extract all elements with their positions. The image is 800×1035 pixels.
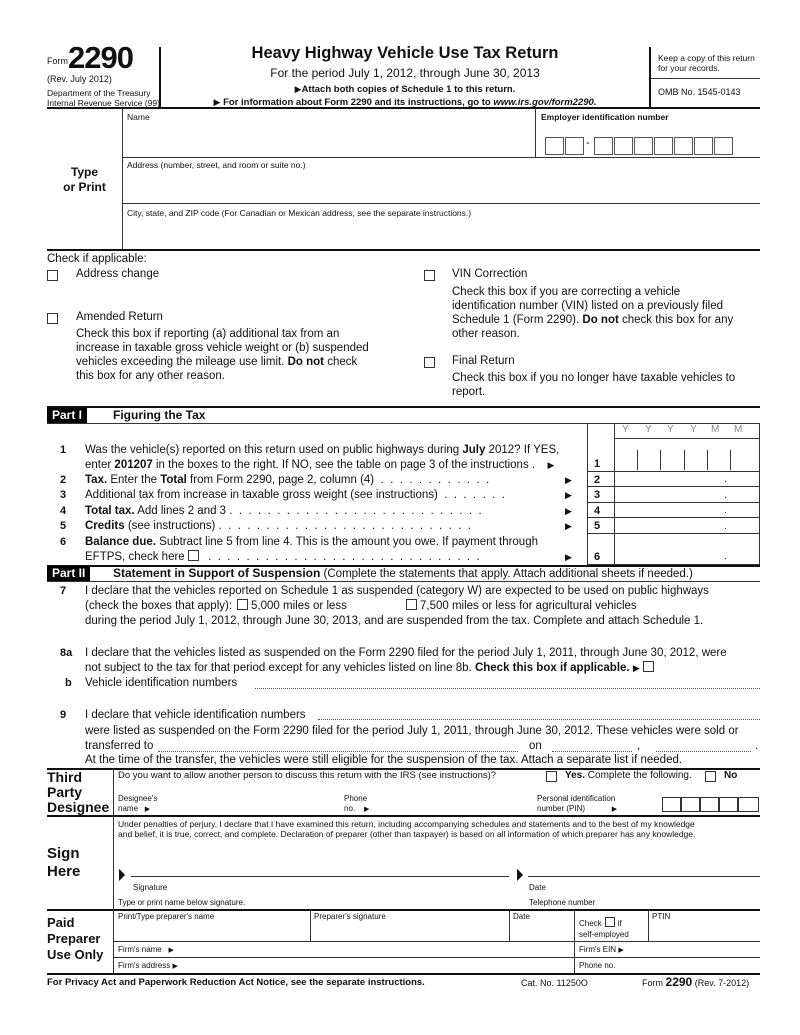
arrow-right-icon: ▶ [565, 521, 572, 531]
type-or-print-label: Type or Print [63, 165, 106, 194]
line9-transferee-input[interactable] [158, 751, 518, 752]
part1-label: Part I [47, 408, 87, 423]
final-return-desc: Check this box if you no longer have taxable vehicles to report. [452, 372, 736, 398]
line1-text: Was the vehicle(s) reported on this return used on public highways during July 2012? If YES, enter 201207 in the boxes to the right. If NO, see the table on page 3 of the instructions . ▶ [85, 444, 560, 471]
footer-form-id: Form 2290 (Rev. 7-2012) [642, 975, 750, 989]
7500-miles-agricultural-checkbox[interactable] [406, 599, 417, 610]
line9-vin-input[interactable] [318, 719, 760, 720]
firm-address-label: Firm's address ▶ [118, 961, 178, 970]
firm-ein-label: Firm's EIN ▶ [579, 945, 624, 954]
preparer-name-label: Print/Type preparer's name [118, 912, 215, 921]
line2-text: Tax. Enter the Total from Form 2290, page 2, column (4) . . . . . . . . . . . . [85, 474, 490, 486]
print-name-label: Type or print name below signature. [118, 898, 246, 907]
designee-phone-input[interactable] [380, 800, 530, 813]
line9-text-1: I declare that vehicle identification numbers [85, 709, 306, 721]
line9-year-input[interactable] [656, 751, 751, 752]
designee-name-input[interactable] [175, 800, 335, 813]
final-return-checkbox[interactable] [424, 357, 435, 368]
amended-return-label: Amended Return [76, 311, 163, 323]
line3-additional-tax-input[interactable] [616, 488, 756, 501]
form-number: 2290 [68, 40, 133, 75]
line2-number: 2 [60, 474, 67, 486]
designee-name-label: Designee's name ▶ [118, 794, 158, 813]
sign-arrow-icon: ▶ [119, 866, 126, 883]
amended-return-desc: Check this box if reporting (a) additional tax from an increase in taxable gross vehicle weight or (b) suspended vehicles exceeding the mileage use limit. Do not check this box for any other reason. [76, 328, 369, 382]
line4-number: 4 [60, 505, 67, 517]
signature-label: Signature [133, 883, 168, 892]
irs-link[interactable]: www.irs.gov/form2290. [493, 97, 597, 108]
third-party-title: Third Party Designee [47, 769, 110, 815]
address-input[interactable] [125, 172, 755, 200]
preparer-signature-input[interactable] [312, 922, 507, 938]
line8a-checkbox[interactable] [643, 661, 654, 672]
telephone-label: Telephone number [529, 898, 596, 907]
vin-correction-label: VIN Correction [452, 268, 528, 280]
7500-miles-label: 7,500 miles or less for agricultural vehicles [420, 600, 637, 612]
line8b-label: Vehicle identification numbers [85, 677, 238, 689]
line6-box-number: 6 [594, 551, 601, 563]
firm-ein-input[interactable] [640, 943, 758, 956]
info-note: ▶ For information about Form 2290 and its instructions, go to www.irs.gov/form2290. [213, 97, 597, 108]
arrow-right-icon: ▶ [172, 963, 178, 970]
vin-correction-checkbox[interactable] [424, 270, 435, 281]
self-employed-label: Check if self-employed [579, 919, 629, 939]
firm-phone-input[interactable] [630, 959, 758, 972]
department: Department of the Treasury [47, 88, 151, 98]
city-label: City, state, and ZIP code (For Canadian or Mexican address, see the separate instructions.) [127, 208, 472, 218]
line8b-number: b [65, 677, 72, 689]
line6-text: Balance due. Subtract line 5 from line 4. This is the amount you owe. If payment through EFTPS, check here . . . . . . . . . . . . . . . . . . . . . . . . . . . . . [85, 536, 538, 563]
part2-title: Statement in Support of Suspension (Complete the statements that apply. Attach additional sheets if needed.) [113, 566, 693, 580]
5000-miles-checkbox[interactable] [237, 599, 248, 610]
part2-label: Part II [47, 566, 90, 581]
preparer-name-input[interactable] [116, 922, 306, 938]
address-label: Address (number, street, and room or suite no.) [127, 160, 306, 170]
line4-total-tax-input[interactable] [616, 503, 756, 516]
ein-label: Employer identification number [541, 112, 669, 122]
line9-date-input[interactable] [552, 751, 632, 752]
firm-name-input[interactable] [200, 943, 570, 956]
line8b-vin-input[interactable] [255, 688, 760, 689]
line3-number: 3 [60, 489, 67, 501]
line9-text-4: At the time of the transfer, the vehicles were still eligible for the suspension of the tax. Attach a separate list if needed. [85, 754, 683, 766]
amended-return-checkbox[interactable] [47, 313, 58, 324]
designee-yes-checkbox[interactable] [546, 771, 557, 782]
arrow-right-icon: ▶ [547, 460, 555, 470]
line3-text: Additional tax from increase in taxable gross weight (see instructions) . . . . . . . [85, 489, 505, 501]
privacy-notice: For Privacy Act and Paperwork Reduction Act Notice, see the separate instructions. [47, 977, 425, 988]
line2-tax-input[interactable] [616, 472, 756, 485]
omb-number: OMB No. 1545-0143 [658, 87, 741, 97]
arrow-right-icon: ▶ [294, 84, 302, 94]
designee-pin-label: Personal identification number (PIN) ▶ [537, 794, 618, 813]
check-applicable-heading: Check if applicable: [47, 253, 147, 265]
catalog-number: Cat. No. 11250O [521, 978, 588, 988]
firm-address-input[interactable] [190, 959, 570, 972]
date-label: Date [529, 883, 546, 892]
arrow-right-icon: ▶ [213, 97, 221, 107]
line9-text-2: were listed as suspended on the Form 2290 filed for the period July 1, 2011, through June 30, 2012. These vehicles were sold or [85, 725, 739, 737]
final-return-label: Final Return [452, 355, 515, 367]
line3-box-number: 3 [594, 489, 601, 501]
designee-yes-label: Yes. Complete the following. [565, 770, 692, 781]
name-input[interactable] [125, 122, 530, 152]
line5-text: Credits (see instructions) . . . . . . . . . . . . . . . . . . . . . . . . . . . [85, 520, 471, 532]
address-change-label: Address change [76, 268, 160, 280]
arrow-right-icon: ▶ [632, 663, 640, 673]
vin-correction-desc: Check this box if you are correcting a vehicle identification number (VIN) listed on a previously filed Schedule 1 (Form 2290). Do not check this box for any other reason. [452, 286, 734, 340]
line7-number: 7 [60, 585, 67, 597]
line8a-text: I declare that the vehicles listed as suspended on the Form 2290 filed for the period July 1, 2011, through June 30, 2012, were not subject to the tax for that period except for any vehicles listed on line 8b. Check this box if applicable. ▶ [85, 647, 727, 674]
arrow-right-icon: ▶ [618, 947, 624, 954]
line5-number: 5 [60, 520, 67, 532]
paid-preparer-title: Paid Preparer Use Only [47, 915, 104, 962]
city-input[interactable] [125, 220, 755, 246]
ptin-input[interactable] [650, 922, 758, 938]
form-title: Heavy Highway Vehicle Use Tax Return [251, 44, 559, 62]
preparer-date-label: Date [513, 912, 530, 921]
self-employed-checkbox[interactable] [605, 917, 615, 927]
line4-box-number: 4 [594, 505, 601, 517]
firm-name-label: Firm's name ▶ [118, 945, 174, 954]
preparer-signature-label: Preparer's signature [314, 912, 386, 921]
line5-box-number: 5 [594, 520, 601, 532]
agency: Internal Revenue Service (99) [47, 98, 160, 108]
attach-note: ▶Attach both copies of Schedule 1 to this return. [294, 84, 516, 95]
perjury-statement: Under penalties of perjury, I declare that I have examined this return, including accompanying schedules and statements and to the best of my knowledge and belief, it is true, correct, and complete. Declaration of preparer (other than taxpayer) is based on all information of which preparer has any knowledge. [118, 819, 696, 839]
line9-on-label: on [529, 740, 542, 752]
line6-balance-due-input[interactable] [616, 548, 756, 562]
designee-no-checkbox[interactable] [705, 771, 716, 782]
line6-number: 6 [60, 536, 67, 548]
designee-phone-label: Phone no. ▶ [344, 794, 370, 813]
line7-text: I declare that the vehicles reported on Schedule 1 as suspended (category W) are expected to be used on public highways (check the boxes that apply): 5,000 miles or less 7,500 miles or less for agricultural vehicles during the period July 1, 2012, through June 30, 2013, and are suspended from the tax. Complete and attach Schedule 1. [85, 585, 709, 627]
designee-question: Do you want to allow another person to discuss this return with the IRS (see instructions)? [118, 770, 497, 781]
preparer-date-input[interactable] [511, 922, 571, 938]
line5-credits-input[interactable] [616, 519, 756, 532]
designee-no-label: No [724, 770, 738, 781]
line1-number: 1 [60, 444, 67, 456]
date-arrow-icon: ▶ [517, 866, 524, 883]
line4-text: Total tax. Add lines 2 and 3 . . . . . . . . . . . . . . . . . . . . . . . . . . . [85, 505, 482, 517]
arrow-right-icon: ▶ [565, 506, 572, 516]
line9-number: 9 [60, 709, 67, 721]
arrow-right-icon: ▶ [565, 490, 572, 500]
line1-box-number: 1 [594, 458, 601, 470]
part1-title: Figuring the Tax [113, 408, 206, 422]
arrow-right-icon: ▶ [168, 947, 174, 954]
sign-here-title: Sign Here [47, 845, 81, 880]
signature-line[interactable] [131, 876, 509, 877]
address-change-checkbox[interactable] [47, 270, 58, 281]
keep-copy-note: Keep a copy of this return for your records. [658, 53, 755, 73]
date-line[interactable] [528, 876, 760, 877]
name-label: Name [127, 112, 150, 122]
eftps-checkbox[interactable] [188, 550, 199, 561]
firm-phone-label: Phone no. [579, 961, 616, 970]
arrow-right-icon: ▶ [565, 475, 572, 485]
line2-box-number: 2 [594, 474, 601, 486]
line9-transferred-label: transferred to [85, 740, 154, 752]
form-revision: (Rev. July 2012) [47, 74, 112, 84]
form-prefix: Form [47, 56, 68, 66]
line8a-number: 8a [60, 647, 73, 659]
form-period: For the period July 1, 2012, through June 30, 2013 [270, 66, 540, 80]
ptin-label: PTIN [652, 912, 671, 921]
arrow-right-icon: ▶ [565, 552, 572, 562]
5000-miles-label: 5,000 miles or less [251, 600, 347, 612]
